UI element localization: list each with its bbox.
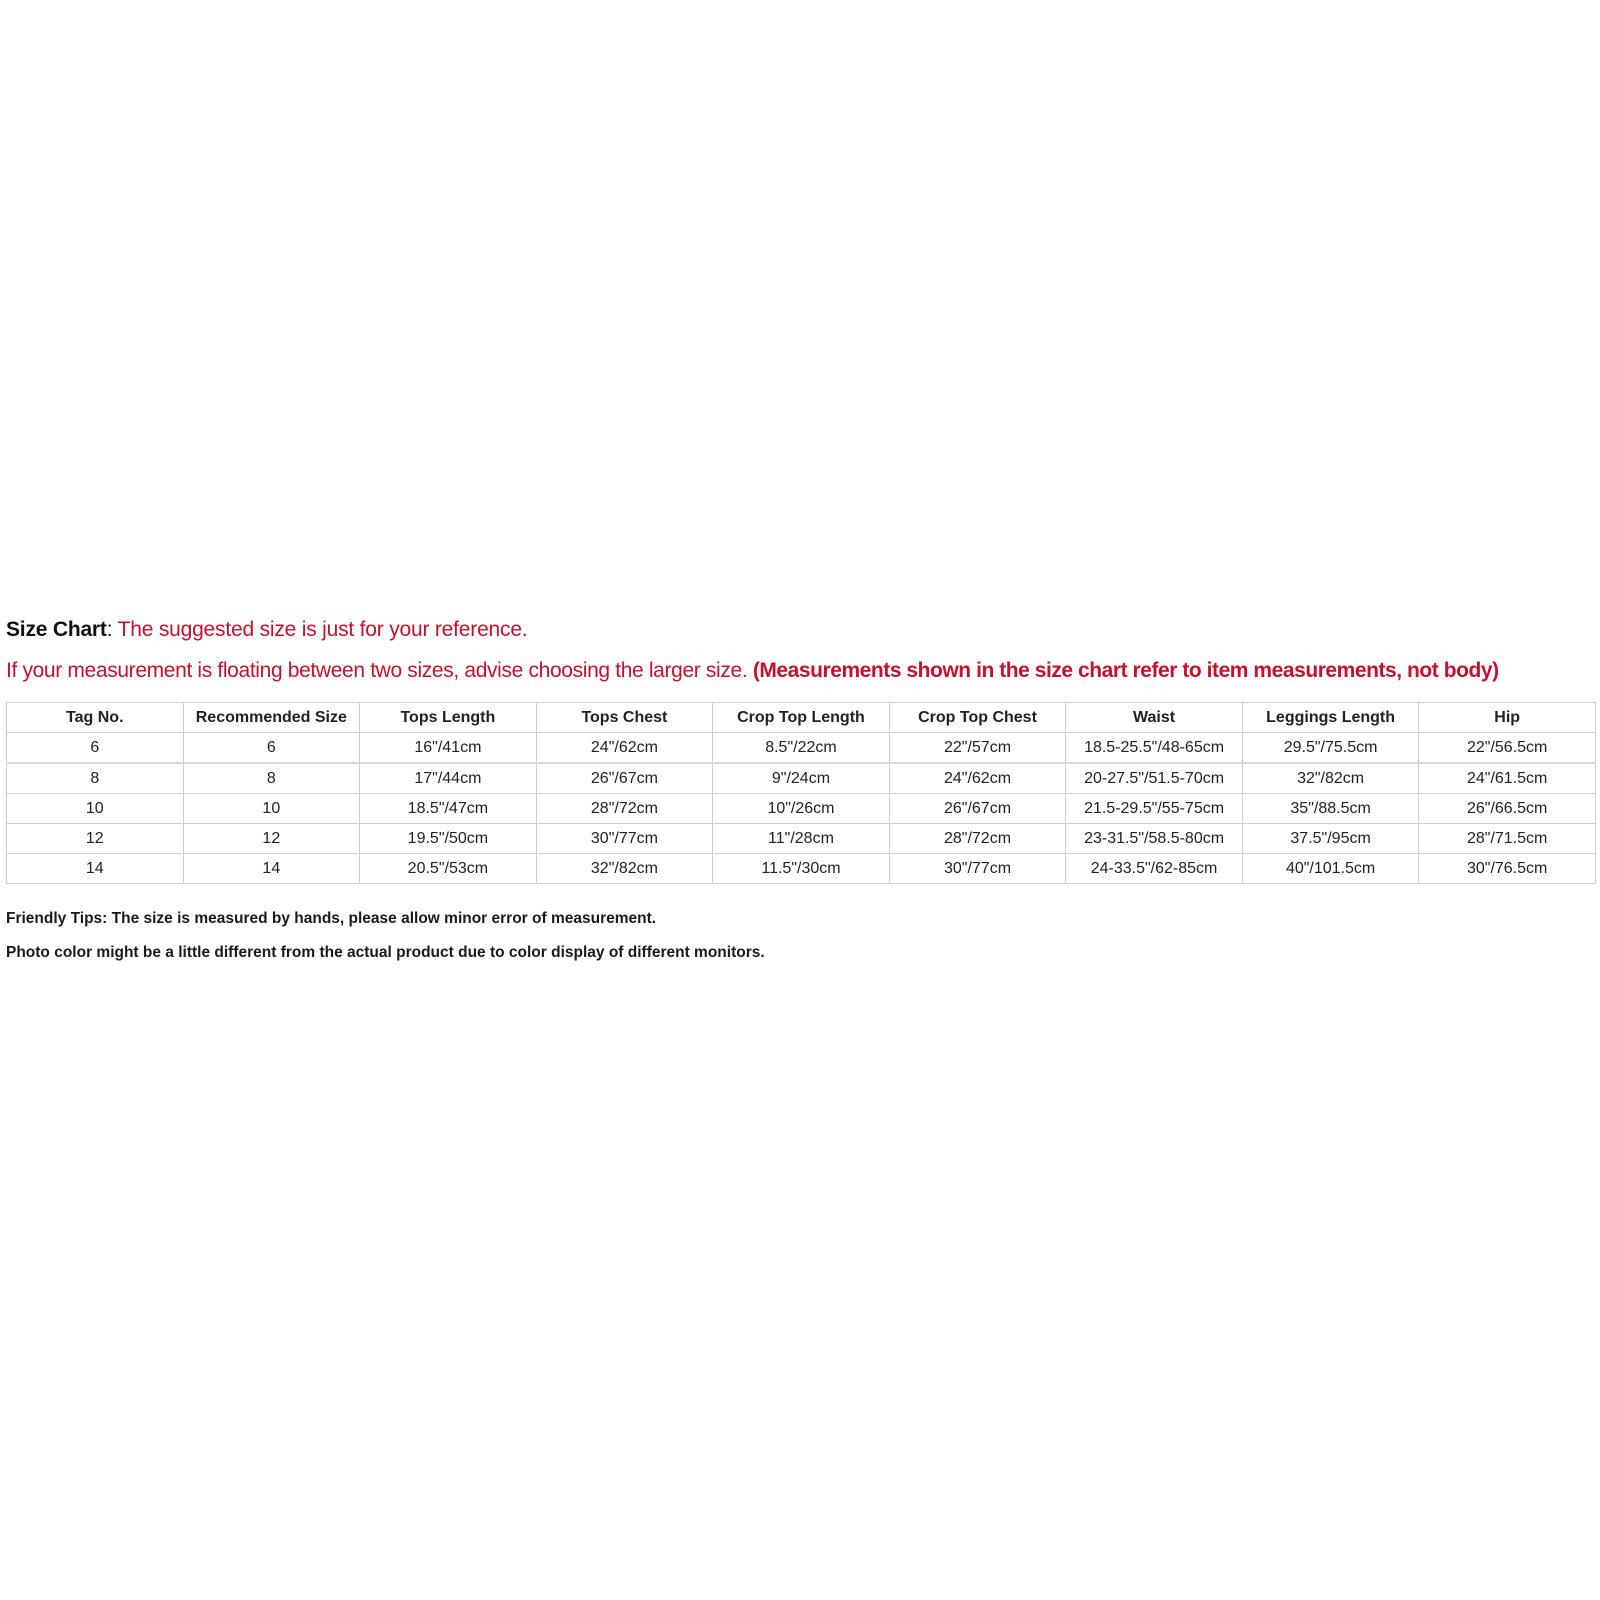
table-cell: 11"/28cm bbox=[713, 824, 890, 854]
table-cell: 12 bbox=[7, 824, 184, 854]
table-cell: 8.5"/22cm bbox=[713, 733, 890, 764]
table-cell: 30"/77cm bbox=[889, 854, 1066, 884]
table-cell: 32"/82cm bbox=[1242, 763, 1419, 794]
size-chart-section bbox=[6, 616, 1596, 963]
table-row bbox=[7, 733, 1596, 764]
column-header: Tops Length bbox=[360, 703, 537, 733]
table-cell: 24"/62cm bbox=[889, 763, 1066, 794]
table-cell: 26"/67cm bbox=[889, 794, 1066, 824]
reference-note: The suggested size is just for your reference. bbox=[112, 618, 528, 641]
column-header: Waist bbox=[1066, 703, 1243, 733]
table-header-row bbox=[7, 703, 1596, 733]
table-cell: 12 bbox=[183, 824, 360, 854]
column-header: Crop Top Length bbox=[713, 703, 890, 733]
table-cell: 11.5"/30cm bbox=[713, 854, 890, 884]
column-header: Hip bbox=[1419, 703, 1596, 733]
table-cell: 28"/72cm bbox=[536, 794, 713, 824]
table-cell: 24-33.5"/62-85cm bbox=[1066, 854, 1243, 884]
table-cell: 26"/67cm bbox=[536, 763, 713, 794]
size-chart-title: Size Chart bbox=[6, 618, 107, 641]
table-cell: 14 bbox=[7, 854, 184, 884]
table-cell: 17"/44cm bbox=[360, 763, 537, 794]
table-cell: 10 bbox=[7, 794, 184, 824]
table-row bbox=[7, 824, 1596, 854]
table-cell: 14 bbox=[183, 854, 360, 884]
table-cell: 30"/77cm bbox=[536, 824, 713, 854]
table-cell: 30"/76.5cm bbox=[1419, 854, 1596, 884]
table-cell: 21.5-29.5"/55-75cm bbox=[1066, 794, 1243, 824]
table-cell: 10"/26cm bbox=[713, 794, 890, 824]
table-cell: 28"/71.5cm bbox=[1419, 824, 1596, 854]
column-header: Leggings Length bbox=[1242, 703, 1419, 733]
table-cell: 24"/61.5cm bbox=[1419, 763, 1596, 794]
table-cell: 18.5-25.5"/48-65cm bbox=[1066, 733, 1243, 764]
size-advice bbox=[6, 657, 1596, 685]
photo-color-note: Photo color might be a little different from the actual product due to color display of different monitors. bbox=[6, 944, 765, 961]
table-cell: 22"/56.5cm bbox=[1419, 733, 1596, 764]
table-cell: 32"/82cm bbox=[536, 854, 713, 884]
table-cell: 16"/41cm bbox=[360, 733, 537, 764]
friendly-tips: Friendly Tips: The size is measured by hands, please allow minor error of measurement. bbox=[6, 910, 657, 927]
table-cell: 20.5"/53cm bbox=[360, 854, 537, 884]
column-header: Tag No. bbox=[7, 703, 184, 733]
table-cell: 18.5"/47cm bbox=[360, 794, 537, 824]
table-cell: 23-31.5"/58.5-80cm bbox=[1066, 824, 1243, 854]
advice-text: If your measurement is floating between two sizes, advise choosing the larger size. bbox=[6, 659, 748, 682]
column-header: Tops Chest bbox=[536, 703, 713, 733]
table-cell: 24"/62cm bbox=[536, 733, 713, 764]
measurement-note: (Measurements shown in the size chart refer to item measurements, not body) bbox=[752, 659, 1499, 682]
size-table bbox=[6, 702, 1596, 884]
table-cell: 37.5"/95cm bbox=[1242, 824, 1419, 854]
table-cell: 26"/66.5cm bbox=[1419, 794, 1596, 824]
title-separator: : bbox=[106, 618, 113, 641]
column-header: Recommended Size bbox=[183, 703, 360, 733]
table-cell: 6 bbox=[183, 733, 360, 764]
table-cell: 9"/24cm bbox=[713, 763, 890, 794]
table-cell: 22"/57cm bbox=[889, 733, 1066, 764]
size-chart-heading bbox=[6, 616, 1596, 644]
table-cell: 40"/101.5cm bbox=[1242, 854, 1419, 884]
column-header: Crop Top Chest bbox=[889, 703, 1066, 733]
table-cell: 19.5"/50cm bbox=[360, 824, 537, 854]
table-cell: 20-27.5"/51.5-70cm bbox=[1066, 763, 1243, 794]
table-cell: 6 bbox=[7, 733, 184, 764]
table-cell: 10 bbox=[183, 794, 360, 824]
table-cell: 8 bbox=[7, 763, 184, 794]
table-cell: 29.5"/75.5cm bbox=[1242, 733, 1419, 764]
table-row bbox=[7, 794, 1596, 824]
table-row bbox=[7, 854, 1596, 884]
table-row bbox=[7, 763, 1596, 794]
table-cell: 8 bbox=[183, 763, 360, 794]
table-cell: 28"/72cm bbox=[889, 824, 1066, 854]
table-cell: 35"/88.5cm bbox=[1242, 794, 1419, 824]
